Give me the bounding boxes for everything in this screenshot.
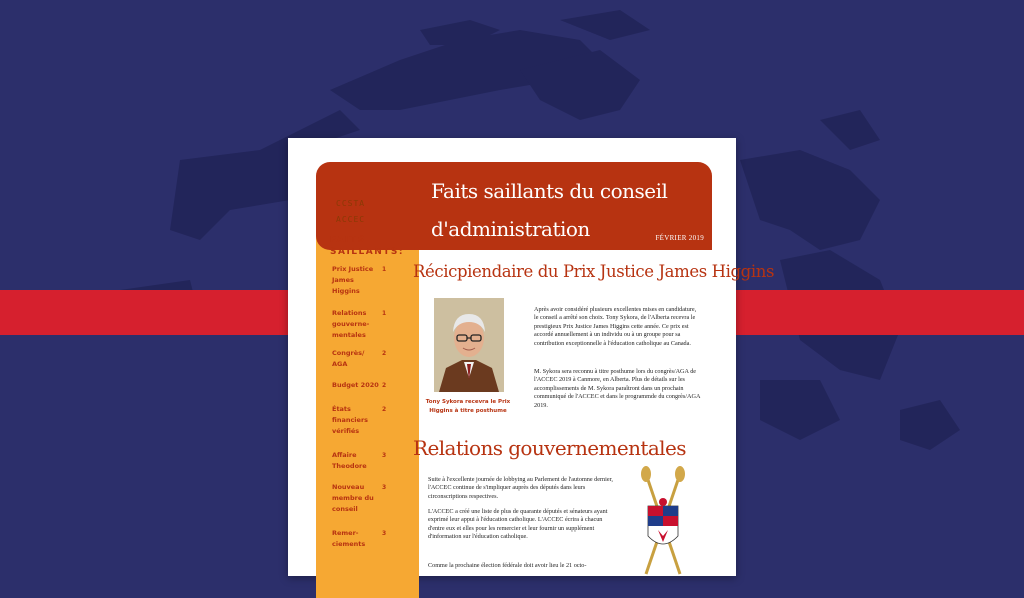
- highlights-heading: [330, 234, 404, 258]
- toc-item-page: 3: [382, 484, 387, 491]
- toc-item-page: 2: [382, 382, 387, 389]
- newsletter-page: [288, 138, 775, 576]
- newsletter-title: Faits saillants du conseil d'administration: [431, 179, 668, 241]
- toc-item-page: 1: [382, 310, 387, 317]
- logo: [336, 196, 365, 228]
- higgins-paragraph-2: M. Sykora sera reconnu à titre posthume lors du congrès/AGA de l'ACCEC 2019 à Canmore, en Alberta. Plus de détails sur les accomplissements de M. Sykora paraîtront dans un prochain communiqué de l'ACCEC et dans le programmde du congrès/AGA 2019.: [534, 368, 701, 409]
- toc-item-label: Congrès/ AGA: [332, 349, 365, 368]
- toc-item-label: Nouveau membre du conseil: [332, 483, 374, 513]
- toc-item-label: Affaire Theodore: [332, 451, 367, 470]
- toc-item-label: Budget 2020: [332, 381, 379, 389]
- government-paragraph-1: Suite à l'excellente journée de lobbying au Parlement de l'automne dernier, l'ACCEC continue de s'impliquer auprès des députés dans leurs circonscriptions respectives.: [428, 476, 613, 500]
- header: [419, 162, 712, 250]
- toc-item-page: 2: [382, 406, 387, 413]
- government-paragraph-3: Comme la prochaine élection fédérale doit avoir lieu le 21 octo-: [428, 562, 587, 569]
- section-title-government-relations: Relations gouvernementales: [413, 436, 686, 460]
- issue-date: FÉVRIER 2019: [655, 234, 704, 242]
- toc-item-page: 1: [382, 266, 387, 273]
- portrait-photo: [434, 298, 504, 392]
- toc-item-label: États financiers vérifiés: [332, 405, 369, 435]
- parliament-crest-icon: [640, 464, 686, 574]
- highlights-line-2: SAILLANTS:: [330, 247, 404, 257]
- logo-line-1: CCSTA: [336, 199, 366, 208]
- toc-item-page: 3: [382, 452, 387, 459]
- government-paragraph-2: L'ACCEC a créé une liste de plus de quarante députés et sénateurs ayant exprimé leur appui à l'éducation catholique. L'ACCEC écrira à chacun d'entre eux et elles pour les remercier et leur fournir un supplément d'information sur l'éducation catholique.: [428, 508, 608, 541]
- toc-item-page: 2: [382, 350, 387, 357]
- toc-item-label: Prix Justice James Higgins: [332, 265, 374, 295]
- logo-line-2: ACCEC: [336, 215, 366, 224]
- photo-caption: Tony Sykora recevra le Prix Higgins à titre posthume: [425, 399, 511, 414]
- toc-item-page: 3: [382, 530, 387, 537]
- toc-item-label: Remer-ciements: [332, 529, 366, 548]
- section-title-higgins-prize: Récicpiendaire du Prix Justice James Higgins: [413, 262, 775, 281]
- higgins-paragraph-1: Après avoir considéré plusieurs excellentes mises en candidature, le conseil a arrêté son choix. Tony Sykora, de l'Alberta recevra le prestigieux Prix Justice James Higgins cette année. Ce prix est accordé annuellement à un individu ou à un groupe pour sa contribution exceptionnelle à l'éducation catholique au Canada.: [534, 306, 697, 347]
- highlights-line-1: FAITS: [330, 235, 366, 245]
- toc-item-label: Relations gouverne-mentales: [332, 309, 370, 339]
